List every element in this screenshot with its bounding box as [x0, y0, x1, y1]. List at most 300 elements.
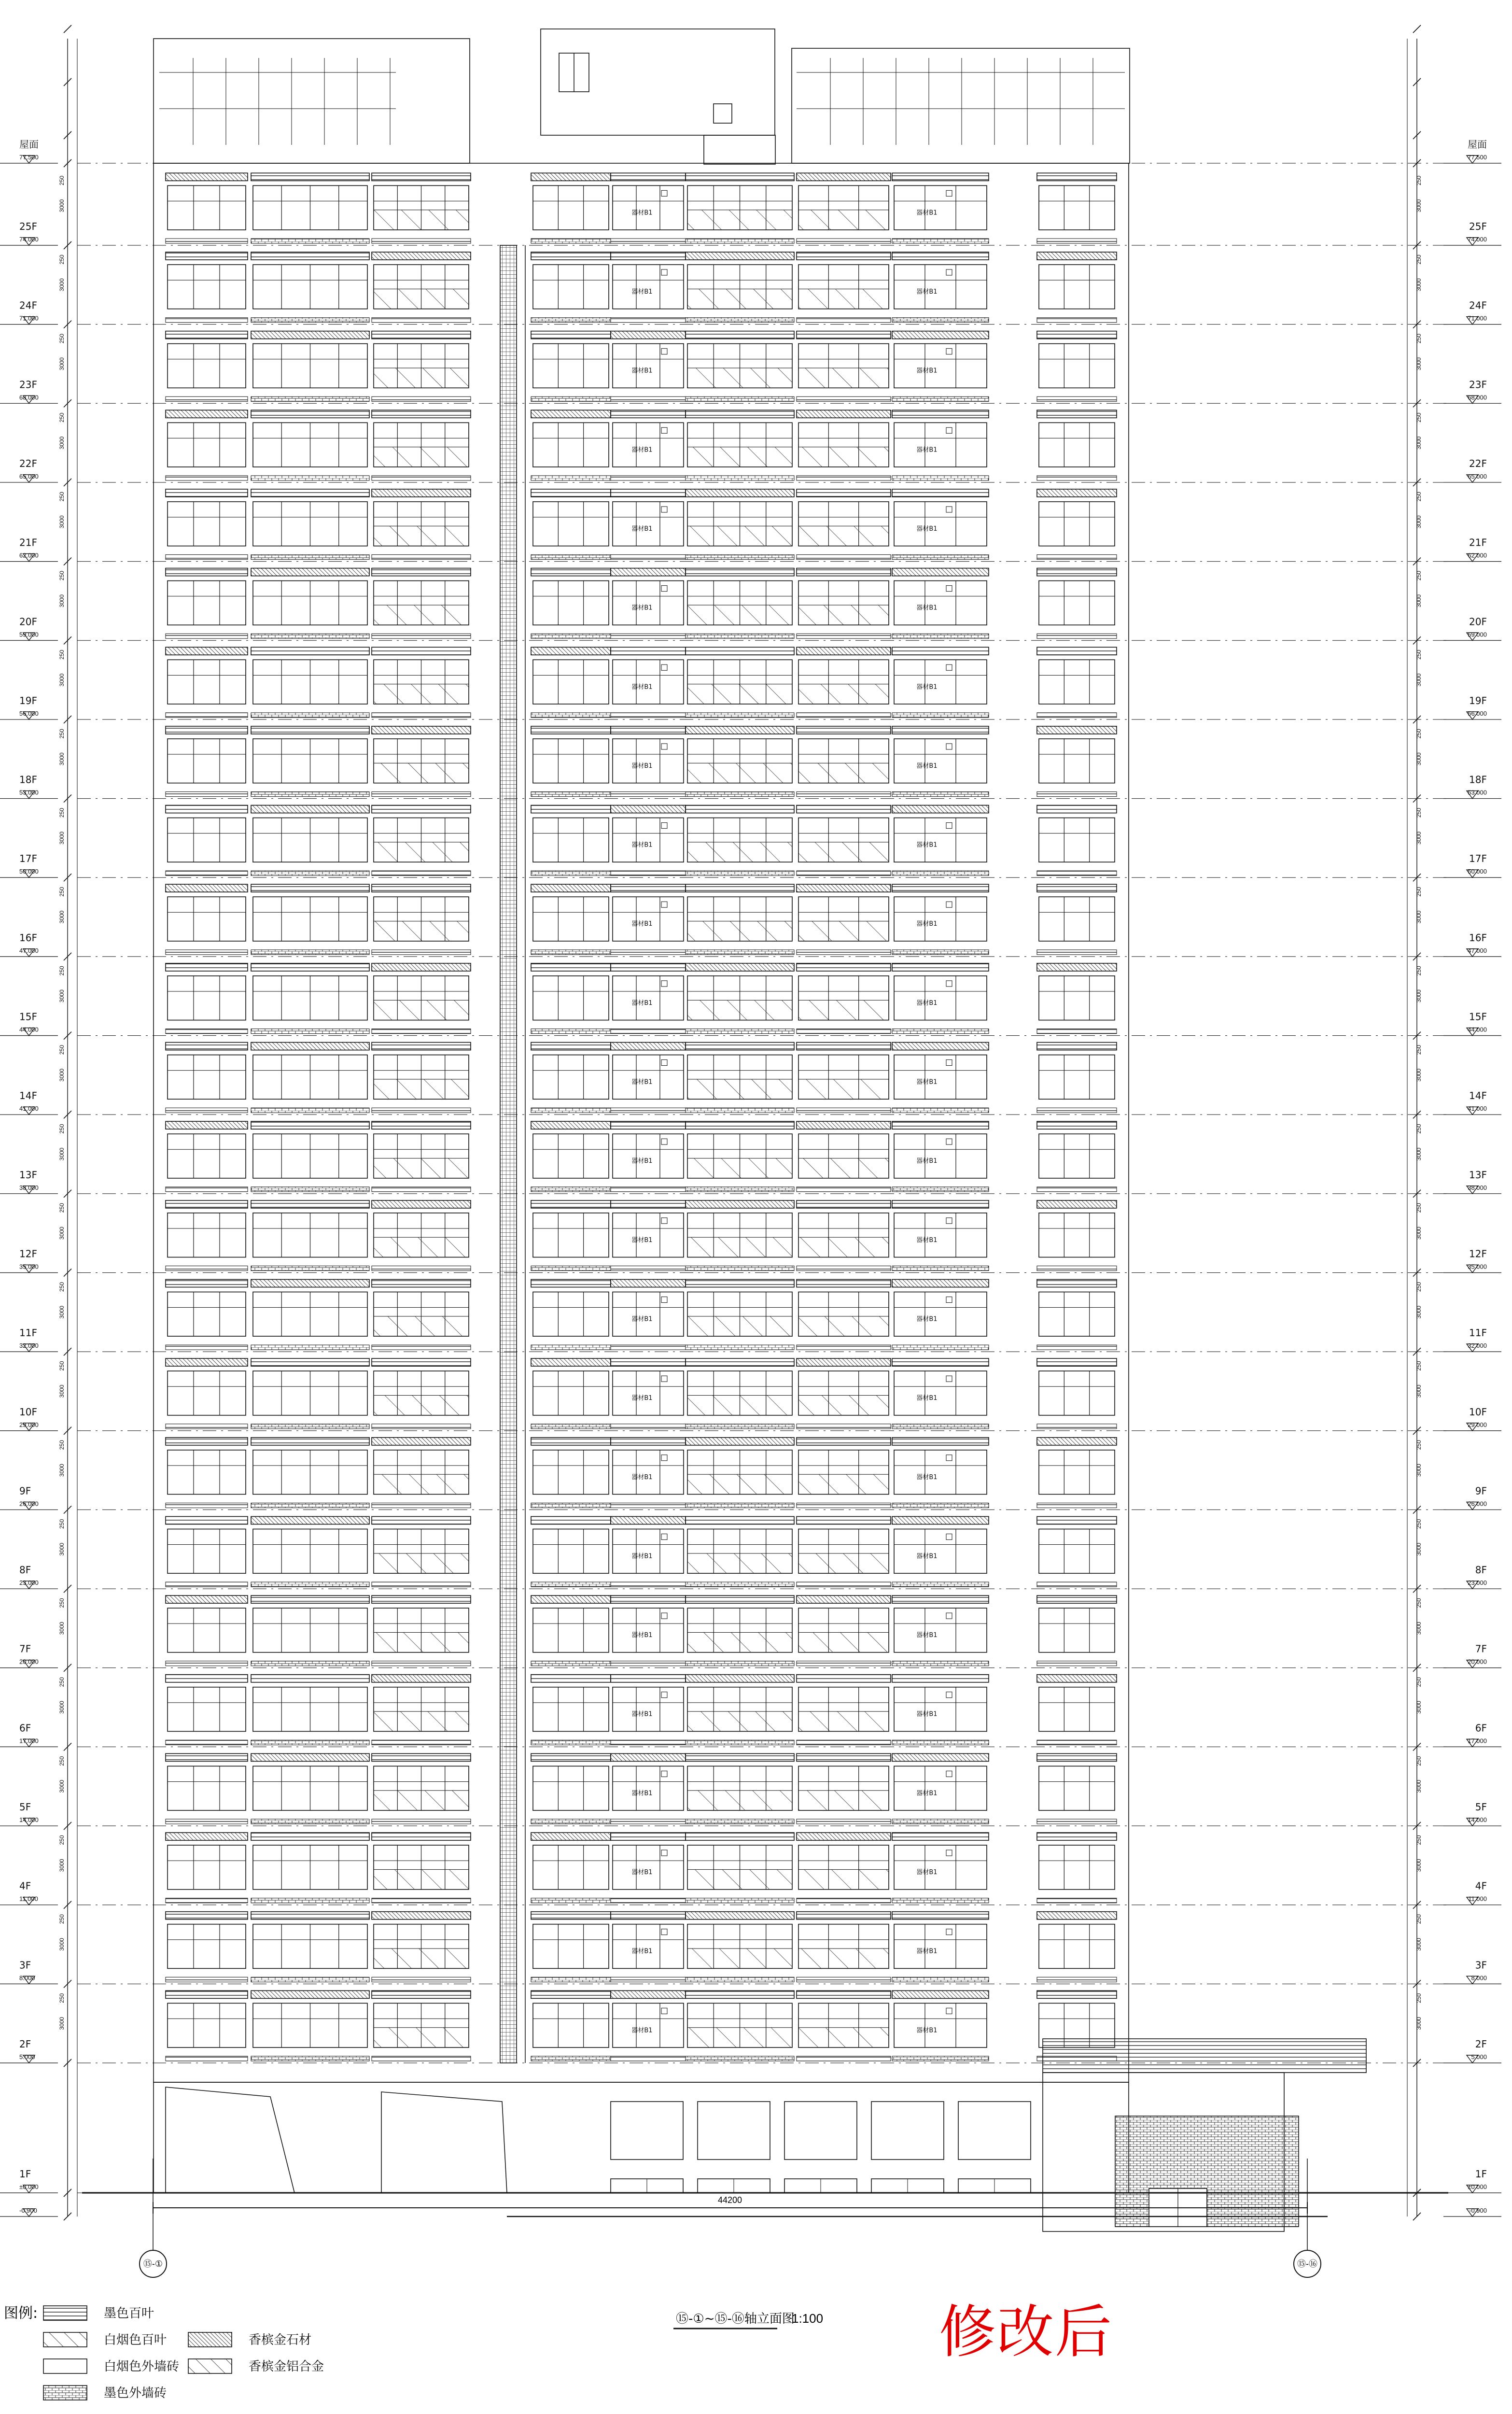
level-elevation: 56.000 — [19, 709, 39, 717]
level-marker — [1443, 1090, 1501, 1115]
level-name: 屋面 — [19, 139, 39, 150]
level-elevation: 32.000 — [1468, 1342, 1487, 1350]
dim-value: 3000 — [58, 1622, 65, 1635]
legend-item — [188, 2359, 324, 2374]
drawing-scale: 1:100 — [792, 2311, 824, 2326]
unit-label: 器材B1 — [916, 288, 938, 296]
dim-value: 3000 — [58, 1384, 65, 1398]
dim-value: 3000 — [58, 594, 65, 607]
dim-value: 250 — [58, 175, 65, 185]
level-marker — [0, 300, 58, 325]
unit-label: 器材B1 — [916, 1869, 938, 1877]
level-elevation: 8.000 — [19, 1974, 35, 1982]
level-name: 6F — [1475, 1722, 1487, 1734]
dim-value: 250 — [1415, 1045, 1422, 1055]
level-marker — [0, 616, 58, 640]
legend-label: 香槟金石材 — [249, 2333, 312, 2347]
entrance-canopy-right — [381, 2092, 507, 2193]
level-elevation: 50.000 — [19, 868, 39, 875]
level-elevation: 38.000 — [1468, 1184, 1487, 1191]
dim-value: 250 — [58, 1045, 65, 1055]
level-marker — [1443, 221, 1501, 245]
dim-value: 3000 — [1415, 1622, 1422, 1635]
dim-value: 250 — [58, 649, 65, 660]
level-marker — [1443, 1011, 1501, 1036]
dim-value: 250 — [1415, 1440, 1422, 1450]
legend-item — [43, 2332, 167, 2347]
level-marker — [1443, 1880, 1501, 1905]
roof-machine-room-right — [792, 48, 1130, 163]
level-name: 24F — [1469, 299, 1487, 311]
level-elevation: 44.000 — [1468, 1026, 1487, 1033]
dim-value: 250 — [58, 1203, 65, 1213]
level-name: 8F — [19, 1564, 31, 1576]
unit-label: 器材B1 — [916, 683, 938, 691]
unit-label: 器材B1 — [631, 2027, 653, 2034]
legend-title: 图例: — [4, 2305, 38, 2322]
roof-stair-core — [541, 29, 775, 135]
unit-label: 器材B1 — [631, 1236, 653, 1244]
dim-value: 3000 — [1415, 1464, 1422, 1477]
level-elevation: 23.000 — [19, 1579, 39, 1587]
level-name: 18F — [1469, 774, 1487, 786]
dim-value: 3000 — [58, 1701, 65, 1714]
level-elevation: 41.000 — [19, 1105, 39, 1113]
dim-value: 250 — [58, 1124, 65, 1134]
legend-item — [43, 2306, 154, 2321]
dim-value: 3000 — [1415, 1384, 1422, 1398]
level-marker — [0, 695, 58, 720]
level-elevation: 29.000 — [1468, 1421, 1487, 1428]
level-name: 24F — [19, 299, 37, 311]
dim-value: 250 — [58, 1756, 65, 1766]
unit-label: 器材B1 — [631, 1315, 653, 1323]
level-elevation: 5.000 — [19, 2053, 35, 2061]
level-elevation: 62.000 — [19, 551, 39, 559]
dim-value: 3000 — [58, 515, 65, 529]
level-name: 3F — [19, 1959, 31, 1971]
level-marker — [1443, 1169, 1501, 1194]
dim-value: 250 — [1415, 729, 1422, 739]
level-marker — [0, 932, 58, 957]
dim-value: 250 — [58, 808, 65, 818]
level-name: 19F — [19, 694, 37, 706]
dim-value: 3000 — [1415, 2017, 1422, 2030]
overall-width-dim: 44200 — [717, 2195, 742, 2205]
dim-value: 3000 — [58, 832, 65, 845]
level-elevation: 68.000 — [1468, 394, 1487, 401]
level-name: 23F — [19, 379, 37, 391]
dim-value: 3000 — [58, 2017, 65, 2030]
dim-value: 250 — [58, 1835, 65, 1845]
dim-value: 3000 — [58, 278, 65, 292]
level-name: 22F — [19, 457, 37, 469]
facade — [154, 163, 1129, 2082]
level-name: 2F — [19, 2038, 31, 2050]
level-marker — [1443, 853, 1501, 877]
level-marker — [0, 1090, 58, 1115]
level-marker — [1443, 1801, 1501, 1826]
level-marker — [1443, 1722, 1501, 1747]
vertical-shaft — [500, 245, 517, 2063]
unit-label: 器材B1 — [631, 1473, 653, 1481]
unit-label: 器材B1 — [916, 999, 938, 1007]
level-name: 21F — [19, 536, 37, 549]
level-marker — [0, 774, 58, 799]
level-elevation: 38.000 — [19, 1184, 39, 1191]
dim-value: 250 — [58, 966, 65, 976]
legend-label: 墨色百叶 — [104, 2306, 154, 2321]
level-marker — [0, 2038, 58, 2063]
level-name: 17F — [19, 853, 37, 865]
dim-value: 3000 — [58, 1938, 65, 1951]
level-name: 5F — [19, 1801, 31, 1813]
level-elevation: 77.500 — [1468, 154, 1487, 161]
level-marker — [0, 139, 58, 163]
dim-value: 3000 — [1415, 436, 1422, 450]
dim-value: 250 — [58, 1677, 65, 1687]
legend-label: 墨色外墙砖 — [104, 2386, 167, 2400]
entrance-canopy-left — [166, 2087, 294, 2193]
unit-label: 器材B1 — [916, 1395, 938, 1402]
dim-value: 250 — [58, 1361, 65, 1371]
unit-label: 器材B1 — [631, 288, 653, 296]
dim-value: 3000 — [1415, 199, 1422, 212]
level-elevation: 62.000 — [1468, 551, 1487, 559]
unit-label: 器材B1 — [631, 1553, 653, 1560]
dim-value: 3000 — [58, 989, 65, 1003]
unit-label: 器材B1 — [631, 367, 653, 375]
level-name: 25F — [1469, 221, 1487, 232]
level-name: 10F — [1469, 1406, 1487, 1418]
level-name: 21F — [1469, 536, 1487, 549]
level-elevation: 32.000 — [19, 1342, 39, 1350]
level-marker — [0, 2207, 58, 2216]
dim-value: 250 — [1415, 1124, 1422, 1134]
dim-value: 3000 — [58, 1305, 65, 1319]
dim-value: 250 — [58, 334, 65, 344]
unit-label: 器材B1 — [916, 604, 938, 612]
level-elevation: 26.000 — [19, 1500, 39, 1508]
dim-value: 3000 — [1415, 1701, 1422, 1714]
level-marker — [0, 537, 58, 562]
dim-value: 250 — [1415, 1914, 1422, 1924]
level-name: 15F — [19, 1011, 37, 1023]
unit-label: 器材B1 — [916, 1078, 938, 1086]
level-marker — [0, 1169, 58, 1194]
level-elevation: -0.900 — [19, 2207, 37, 2214]
axis-right-label: ⑮-⑯ — [1297, 2259, 1317, 2269]
level-name: 16F — [1469, 932, 1487, 944]
unit-label: 器材B1 — [916, 762, 938, 770]
level-marker — [1443, 2038, 1501, 2063]
level-elevation: 53.000 — [1468, 789, 1487, 796]
level-elevation: -0.900 — [1469, 2207, 1487, 2214]
legend-item — [43, 2359, 179, 2374]
level-marker — [1443, 1327, 1501, 1352]
level-name: 14F — [19, 1090, 37, 1102]
level-marker — [1443, 379, 1501, 403]
legend-swatch — [188, 2359, 232, 2373]
dim-value: 3000 — [1415, 515, 1422, 529]
dim-value: 250 — [58, 887, 65, 897]
level-elevation: 11.000 — [19, 1895, 38, 1903]
level-marker — [1443, 695, 1501, 720]
dim-value: 250 — [58, 412, 65, 423]
level-marker — [0, 1327, 58, 1352]
dim-value: 250 — [58, 1993, 65, 2003]
level-elevation: 56.000 — [1468, 709, 1487, 717]
dim-value: 3000 — [1415, 1147, 1422, 1161]
level-marker — [0, 2168, 58, 2193]
dim-value: 3000 — [58, 1147, 65, 1161]
unit-label: 器材B1 — [916, 1553, 938, 1560]
level-name: 1F — [19, 2168, 31, 2180]
dim-value: 3000 — [1415, 989, 1422, 1003]
unit-label: 器材B1 — [631, 525, 653, 533]
axis-left-label: ⑮-① — [143, 2259, 163, 2269]
unit-label: 器材B1 — [916, 1473, 938, 1481]
dim-value: 3000 — [1415, 1305, 1422, 1319]
dim-value: 250 — [1415, 412, 1422, 423]
unit-label: 器材B1 — [631, 762, 653, 770]
level-name: 6F — [19, 1722, 31, 1734]
level-name: 20F — [1469, 616, 1487, 628]
level-marker — [0, 379, 58, 403]
level-elevation: 47.000 — [19, 946, 39, 954]
dim-value: 250 — [1415, 1361, 1422, 1371]
dim-value: 3000 — [58, 1779, 65, 1793]
unit-label: 器材B1 — [631, 1710, 653, 1718]
legend-swatch — [43, 2332, 87, 2347]
unit-label: 器材B1 — [916, 1710, 938, 1718]
unit-label: 器材B1 — [916, 1948, 938, 1955]
level-elevation: 35.000 — [1468, 1263, 1487, 1271]
level-elevation: 47.000 — [1468, 946, 1487, 954]
unit-label: 器材B1 — [631, 1158, 653, 1165]
level-marker — [1443, 1564, 1501, 1589]
dim-value: 3000 — [58, 1542, 65, 1556]
unit-label: 器材B1 — [916, 446, 938, 454]
unit-label: 器材B1 — [916, 209, 938, 217]
dim-value: 250 — [1415, 1519, 1422, 1529]
revision-note: 修改后 — [939, 2299, 1113, 2365]
level-marker — [1443, 932, 1501, 957]
level-elevation: 74.000 — [19, 236, 39, 243]
unit-label: 器材B1 — [916, 525, 938, 533]
level-name: 19F — [1469, 694, 1487, 706]
level-elevation: 74.000 — [1468, 236, 1487, 243]
level-name: 13F — [19, 1169, 37, 1181]
dim-value: 250 — [58, 571, 65, 581]
level-marker — [0, 1722, 58, 1747]
unit-label: 器材B1 — [631, 1790, 653, 1797]
level-marker — [1443, 458, 1501, 482]
dim-value: 250 — [58, 492, 65, 502]
legend-item — [43, 2386, 167, 2400]
level-name: 16F — [19, 932, 37, 944]
level-marker — [1443, 1643, 1501, 1668]
level-elevation: 65.000 — [1468, 472, 1487, 480]
dim-value: 3000 — [1415, 752, 1422, 766]
level-marker — [0, 458, 58, 482]
level-name: 7F — [1475, 1643, 1487, 1655]
level-name: 8F — [1475, 1564, 1487, 1576]
dim-value: 250 — [58, 1598, 65, 1608]
level-name: 17F — [1469, 853, 1487, 865]
level-marker — [0, 1248, 58, 1272]
legend-label: 香槟金铝合金 — [249, 2359, 324, 2374]
dim-value: 3000 — [58, 199, 65, 212]
dim-value: 3000 — [58, 1227, 65, 1240]
dim-value: 250 — [58, 1282, 65, 1292]
level-marker — [0, 853, 58, 877]
unit-label: 器材B1 — [631, 1078, 653, 1086]
dim-value: 3000 — [1415, 594, 1422, 607]
annex-canopy — [1043, 2039, 1366, 2073]
level-name: 4F — [1475, 1880, 1487, 1892]
level-name: 18F — [19, 774, 37, 786]
level-name: 10F — [19, 1406, 37, 1418]
dim-value: 250 — [1415, 1282, 1422, 1292]
level-marker — [0, 1011, 58, 1036]
level-marker — [0, 1406, 58, 1431]
unit-label: 器材B1 — [916, 920, 938, 928]
level-marker — [1443, 2168, 1501, 2193]
level-elevation: 65.000 — [19, 472, 39, 480]
dim-value: 250 — [58, 254, 65, 265]
level-marker — [1443, 616, 1501, 640]
level-marker — [1443, 139, 1501, 163]
level-elevation: 8.000 — [1471, 1974, 1487, 1982]
legend-label: 白烟色外墙砖 — [104, 2359, 180, 2374]
podium-outline — [154, 2082, 1129, 2193]
unit-label: 器材B1 — [631, 604, 653, 612]
level-elevation: 71.000 — [1468, 314, 1487, 322]
level-elevation: 11.000 — [1468, 1895, 1487, 1903]
dim-value: 250 — [1415, 1993, 1422, 2003]
dim-value: 3000 — [1415, 910, 1422, 924]
level-marker — [0, 1959, 58, 1984]
dim-value: 250 — [1415, 649, 1422, 660]
level-name: 11F — [19, 1327, 37, 1339]
unit-label: 器材B1 — [916, 1236, 938, 1244]
level-marker — [1443, 774, 1501, 799]
unit-label: 器材B1 — [631, 841, 653, 849]
level-marker — [0, 1643, 58, 1668]
level-name: 23F — [1469, 379, 1487, 391]
level-marker — [1443, 1959, 1501, 1984]
dim-value: 3000 — [1415, 832, 1422, 845]
unit-label: 器材B1 — [631, 446, 653, 454]
level-name: 9F — [19, 1485, 31, 1497]
dim-value: 3000 — [1415, 1938, 1422, 1951]
unit-label: 器材B1 — [916, 367, 938, 375]
level-marker — [0, 1485, 58, 1510]
level-marker — [1443, 537, 1501, 562]
level-elevation: 50.000 — [1468, 868, 1487, 875]
level-name: 13F — [1469, 1169, 1487, 1181]
level-name: 5F — [1475, 1801, 1487, 1813]
level-elevation: 68.000 — [19, 394, 39, 401]
roof-structures — [154, 29, 1130, 164]
unit-label: 器材B1 — [916, 841, 938, 849]
dim-value: 3000 — [58, 1068, 65, 1082]
dim-value: 250 — [1415, 254, 1422, 265]
unit-label: 器材B1 — [916, 1632, 938, 1639]
level-name: 12F — [19, 1248, 37, 1260]
legend-swatch — [43, 2359, 87, 2373]
level-name: 3F — [1475, 1959, 1487, 1971]
dim-value: 3000 — [58, 673, 65, 687]
level-name: 12F — [1469, 1248, 1487, 1260]
level-elevation: 17.000 — [19, 1737, 39, 1745]
roof-machine-room-left — [154, 39, 470, 163]
drawing-title — [673, 2311, 823, 2329]
level-elevation: 17.000 — [1468, 1737, 1487, 1745]
level-elevation: 44.000 — [19, 1026, 39, 1033]
legend-swatch — [188, 2332, 232, 2347]
dim-value: 250 — [1415, 1677, 1422, 1687]
level-elevation: ±0.000 — [1468, 2183, 1487, 2190]
dim-value: 3000 — [1415, 673, 1422, 687]
dim-value: 250 — [1415, 175, 1422, 185]
unit-label: 器材B1 — [631, 209, 653, 217]
level-elevation: 14.000 — [19, 1816, 39, 1824]
unit-label: 器材B1 — [916, 1790, 938, 1797]
dim-value: 3000 — [58, 357, 65, 370]
dim-value: 3000 — [58, 436, 65, 450]
level-name: 20F — [19, 616, 37, 628]
level-elevation: 59.000 — [1468, 631, 1487, 638]
dim-value: 3000 — [58, 1464, 65, 1477]
level-name: 14F — [1469, 1090, 1487, 1102]
dim-value: 3000 — [1415, 1859, 1422, 1872]
dim-value: 250 — [1415, 334, 1422, 344]
level-elevation: 59.000 — [19, 631, 39, 638]
level-name: 屋面 — [1468, 139, 1487, 150]
unit-label: 器材B1 — [916, 2027, 938, 2034]
level-name: 2F — [1475, 2038, 1487, 2050]
dim-value: 250 — [1415, 571, 1422, 581]
dim-value: 250 — [1415, 1835, 1422, 1845]
drawing-title-text: ⑮-①~⑮-⑯轴立面图 — [676, 2312, 795, 2326]
level-marker — [1443, 1485, 1501, 1510]
unit-label: 器材B1 — [631, 683, 653, 691]
level-name: 11F — [1469, 1327, 1487, 1339]
level-elevation: 20.000 — [19, 1658, 39, 1666]
level-name: 22F — [1469, 457, 1487, 469]
level-name: 9F — [1475, 1485, 1487, 1497]
unit-label: 器材B1 — [631, 1869, 653, 1877]
dim-value: 250 — [1415, 808, 1422, 818]
dim-value: 250 — [58, 729, 65, 739]
level-name: 1F — [1475, 2168, 1487, 2180]
dim-value: 3000 — [1415, 1068, 1422, 1082]
level-elevation: 23.000 — [1468, 1579, 1487, 1587]
dim-value: 250 — [58, 1519, 65, 1529]
level-name: 4F — [19, 1880, 31, 1892]
level-marker — [1443, 1248, 1501, 1272]
legend-swatch — [43, 2306, 87, 2320]
unit-label: 器材B1 — [631, 999, 653, 1007]
dim-value: 250 — [1415, 492, 1422, 502]
dim-value: 3000 — [1415, 278, 1422, 292]
dim-value: 250 — [1415, 1756, 1422, 1766]
dim-value: 250 — [58, 1914, 65, 1924]
level-marker — [0, 1880, 58, 1905]
axis-left-bubble — [140, 2159, 167, 2277]
